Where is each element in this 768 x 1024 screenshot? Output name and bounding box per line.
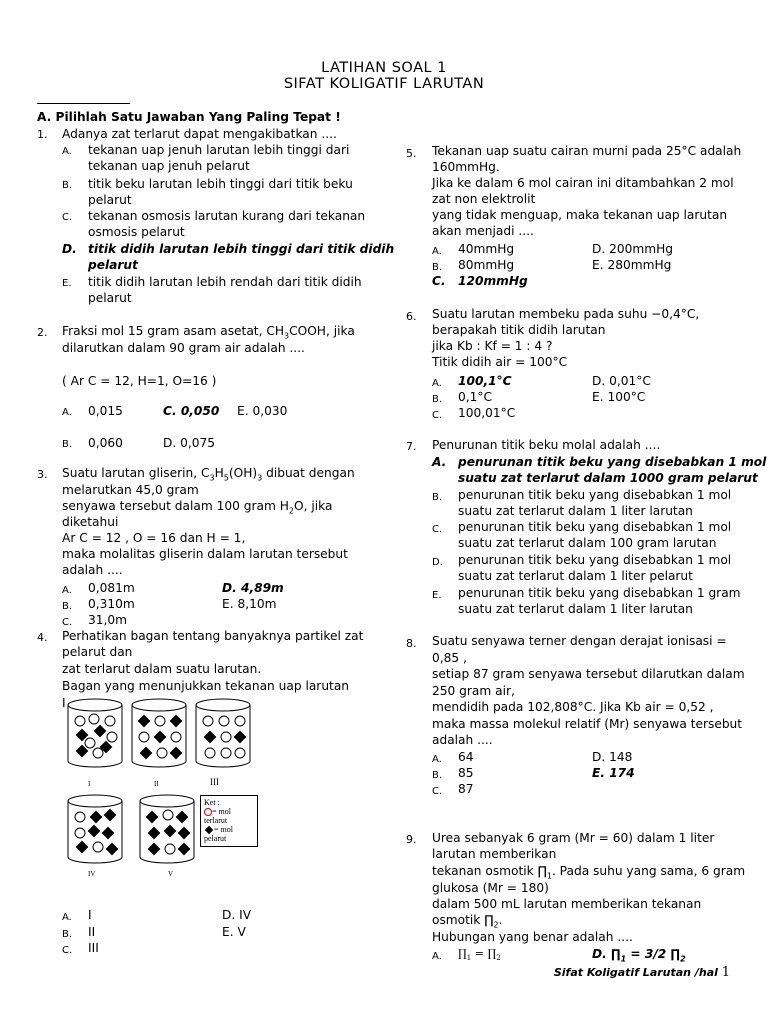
option-text: titik beku larutan lebih tinggi dari titik beku bbox=[88, 177, 353, 191]
q-text: mendidih pada 102,808°C. Jika Kb air = 0,52 , bbox=[432, 700, 714, 714]
q-text: 250 gram air, bbox=[432, 684, 515, 698]
option-label: A. bbox=[62, 407, 72, 418]
q-text: Adanya zat terlarut dapat mengakibatkan .... bbox=[62, 127, 337, 141]
q-text: akan menjadi .... bbox=[432, 224, 534, 238]
option-text: pelarut bbox=[88, 193, 132, 207]
legend-title: Ket : bbox=[204, 798, 220, 807]
option-label: C. bbox=[432, 786, 443, 797]
q-text: tekanan osmotik $\prod_1$. Pada suhu yang sama, 6 gram bbox=[432, 864, 746, 881]
q-text: adalah .... bbox=[432, 733, 493, 747]
option-text: E. 8,10m bbox=[222, 597, 277, 611]
q-text: Urea sebanyak 6 gram (Mr = 60) dalam 1 liter bbox=[432, 831, 715, 845]
title-line1: LATIHAN SOAL 1 bbox=[321, 60, 447, 76]
section-heading: A. Pilihlah Satu Jawaban Yang Paling Tepat ! bbox=[37, 110, 341, 124]
q-text: dalam 500 mL larutan memberikan tekanan bbox=[432, 897, 702, 911]
option-text: 0,015 bbox=[88, 404, 123, 418]
option-text: 85 bbox=[458, 766, 474, 780]
q-text: berapakah titik didih larutan bbox=[432, 323, 606, 337]
q-text: 0,85 , bbox=[432, 651, 467, 665]
option-text: D. 148 bbox=[592, 750, 633, 764]
cylinder-2 bbox=[132, 699, 186, 767]
legend-box: Ket : = mol terlarut = mol pelarut bbox=[200, 795, 258, 847]
q-number: 8. bbox=[406, 637, 417, 650]
q-number: 2. bbox=[37, 326, 48, 339]
option-text-answer: titik didih larutan lebih tinggi dari titik didih bbox=[88, 242, 395, 256]
q-text: jika Kb : Kf = 1 : 4 ? bbox=[432, 339, 553, 353]
q-number: 4. bbox=[37, 631, 48, 644]
q-number: 7. bbox=[406, 440, 417, 453]
q-text: I bbox=[62, 696, 66, 710]
option-text-answer: C. 0,050 bbox=[163, 404, 220, 418]
option-label: C. bbox=[62, 212, 73, 223]
page-footer: Sifat Koligatif Larutan /hal 1 bbox=[553, 965, 730, 980]
cylinder-3 bbox=[196, 699, 250, 767]
option-text: penurunan titik beku yang disebabkan 1 mol bbox=[458, 488, 732, 502]
q-text: Jika ke dalam 6 mol cairan ini ditambahkan 2 mol bbox=[432, 176, 734, 190]
option-text-answer: penurunan titik beku yang disebabkan 1 mol bbox=[458, 455, 767, 469]
option-label: A. bbox=[62, 585, 72, 596]
option-text-answer: D. 4,89m bbox=[222, 581, 284, 595]
q-text: ( Ar C = 12, H=1, O=16 ) bbox=[62, 374, 217, 388]
option-text: osmosis pelarut bbox=[88, 225, 185, 239]
option-text: suatu zat terlarut dalam 1 liter pelarut bbox=[458, 569, 693, 583]
cylinder-5 bbox=[140, 795, 194, 863]
q-number: 3. bbox=[37, 468, 48, 481]
q-text: diketahui bbox=[62, 515, 119, 529]
option-text-answer: 100,1°C bbox=[458, 374, 512, 388]
option-label-answer: D. bbox=[62, 242, 77, 256]
q-text: Tekanan uap suatu cairan murni pada 25°C adalah bbox=[432, 144, 742, 158]
hollow-circle-icon bbox=[204, 808, 212, 816]
q-text: Penurunan titik beku molal adalah .... bbox=[432, 438, 661, 452]
option-label: C. bbox=[432, 410, 443, 421]
option-text: 0,060 bbox=[88, 436, 123, 450]
q-text: Suatu larutan membeku pada suhu −0,4°C, bbox=[432, 307, 700, 321]
option-text: suatu zat terlarut dalam 100 gram larutan bbox=[458, 536, 717, 550]
option-label: C. bbox=[62, 945, 73, 956]
divider bbox=[37, 103, 130, 104]
option-text: E. 280mmHg bbox=[592, 258, 672, 272]
title-line2: SIFAT KOLIGATIF LARUTAN bbox=[283, 76, 485, 92]
option-text-answer: 120mmHg bbox=[458, 274, 528, 288]
q-text: Titik didih air = 100°C bbox=[432, 355, 568, 369]
option-text: penurunan titik beku yang disebabkan 1 mol bbox=[458, 520, 732, 534]
q-text: Perhatikan bagan tentang banyaknya partikel zat bbox=[62, 629, 364, 643]
option-text: pelarut bbox=[88, 291, 132, 305]
option-text: tekanan uap jenuh pelarut bbox=[88, 159, 250, 173]
option-text: penurunan titik beku yang disebabkan 1 mol bbox=[458, 553, 732, 567]
option-text: 31,0m bbox=[88, 613, 128, 627]
q-text: larutan memberikan bbox=[432, 847, 557, 861]
option-text: E. 0,030 bbox=[237, 404, 288, 418]
option-text: D. IV bbox=[222, 908, 252, 922]
option-label: B. bbox=[432, 262, 443, 273]
q-text: dilarutkan dalam 90 gram air adalah .... bbox=[62, 341, 305, 355]
q-text: Ar C = 12 , O = 16 dan H = 1, bbox=[62, 531, 246, 545]
q-number: 1. bbox=[37, 128, 48, 141]
page-number: 1 bbox=[721, 965, 730, 980]
q-number: 9. bbox=[406, 833, 417, 846]
option-text: tekanan osmosis larutan kurang dari tekanan bbox=[88, 209, 366, 223]
particle-diagram bbox=[60, 695, 270, 880]
q-text: zat terlarut dalam suatu larutan. bbox=[62, 662, 262, 676]
option-text: 0,081m bbox=[88, 581, 135, 595]
option-label: A. bbox=[432, 754, 442, 765]
option-label-answer: C. bbox=[432, 274, 446, 288]
option-text-answer: pelarut bbox=[88, 258, 138, 272]
q-text: maka massa molekul relatif (Mr) senyawa tersebut bbox=[432, 717, 743, 731]
option-text: 64 bbox=[458, 750, 474, 764]
q-text: 160mmHg. bbox=[432, 160, 500, 174]
option-label: E. bbox=[62, 278, 72, 289]
option-label: A. bbox=[432, 246, 442, 257]
option-text: suatu zat terlarut dalam 1 liter larutan bbox=[458, 504, 693, 518]
q-text: melarutkan 45,0 gram bbox=[62, 483, 199, 497]
option-text: 80mmHg bbox=[458, 258, 515, 272]
q-text: osmotik $\prod_2$. bbox=[432, 913, 503, 930]
option-label: A. bbox=[62, 912, 72, 923]
option-text: E. V bbox=[222, 925, 246, 939]
cyl-label: V bbox=[168, 870, 174, 878]
option-text: I bbox=[88, 908, 92, 922]
option-text: suatu zat terlarut dalam 1 liter larutan bbox=[458, 602, 693, 616]
q-text: setiap 87 gram senyawa tersebut dilarutkan dalam bbox=[432, 667, 745, 681]
option-text: tekanan uap jenuh larutan lebih tinggi dari bbox=[88, 143, 350, 157]
option-text: 0,310m bbox=[88, 597, 135, 611]
option-label: A. bbox=[432, 951, 442, 962]
option-text-answer: D. $\prod_1 = 3/2$ $\prod_2$ bbox=[592, 947, 686, 964]
cyl-label: I bbox=[88, 780, 91, 788]
option-label: E. bbox=[432, 590, 442, 601]
q-number: 6. bbox=[406, 310, 417, 323]
option-label: B. bbox=[62, 601, 73, 612]
option-text: 100,01°C bbox=[458, 406, 516, 420]
option-text-answer: suatu zat terlarut dalam 1000 gram pelarut bbox=[458, 471, 758, 485]
q-text: Fraksi mol 15 gram asam asetat, $CH_3COOH$, jika bbox=[62, 324, 355, 341]
q-text: pelarut dan bbox=[62, 645, 133, 659]
option-text: D. 200mmHg bbox=[592, 242, 674, 256]
option-label: B. bbox=[62, 929, 73, 940]
option-text-answer: E. 174 bbox=[592, 766, 635, 780]
option-label: A. bbox=[62, 146, 72, 157]
option-label: B. bbox=[432, 492, 443, 503]
option-label-answer: A. bbox=[432, 455, 447, 469]
option-text: 87 bbox=[458, 782, 474, 796]
option-text: III bbox=[88, 941, 99, 955]
option-text: II bbox=[88, 925, 96, 939]
option-label: B. bbox=[62, 439, 73, 450]
q-text: Bagan yang menunjukkan tekanan uap larutan bbox=[62, 679, 350, 693]
option-text: titik didih larutan lebih rendah dari titik didih bbox=[88, 275, 362, 289]
q-text: yang tidak menguap, maka tekanan uap larutan bbox=[432, 208, 728, 222]
option-label: B. bbox=[432, 770, 443, 781]
q-text: adalah .... bbox=[62, 563, 123, 577]
q-text: senyawa tersebut dalam 100 gram $H_2O$, jika bbox=[62, 499, 333, 516]
option-text: 0,1°C bbox=[458, 390, 492, 404]
cylinder-4 bbox=[68, 795, 122, 863]
option-text: penurunan titik beku yang disebabkan 1 gram bbox=[458, 586, 741, 600]
option-label: C. bbox=[62, 617, 73, 628]
cyl-label: IV bbox=[88, 870, 96, 878]
option-text: D. 0,075 bbox=[163, 436, 216, 450]
cyl-label: III bbox=[210, 777, 219, 787]
option-text: D. 0,01°C bbox=[592, 374, 651, 388]
q-text: maka molalitas gliserin dalam larutan tersebut bbox=[62, 547, 348, 561]
option-text: $\prod_1$ = $\prod_2$ bbox=[458, 947, 501, 963]
q-number: 5. bbox=[406, 147, 417, 160]
q-text: Suatu larutan gliserin, $C_3H_5(OH)_3$ dibuat dengan bbox=[62, 466, 355, 483]
option-label: B. bbox=[432, 394, 443, 405]
cyl-label: II bbox=[154, 780, 159, 788]
cylinder-1 bbox=[68, 699, 122, 767]
option-label: B. bbox=[62, 180, 73, 191]
option-text: E. 100°C bbox=[592, 390, 646, 404]
q-text: Suatu senyawa terner dengan derajat ionisasi = bbox=[432, 634, 727, 648]
option-text: 40mmHg bbox=[458, 242, 515, 256]
q-text: glukosa (Mr = 180) bbox=[432, 881, 549, 895]
option-label: C. bbox=[432, 524, 443, 535]
q-text: Hubungan yang benar adalah .... bbox=[432, 930, 633, 944]
q-text: zat non elektrolit bbox=[432, 192, 536, 206]
option-label: A. bbox=[432, 378, 442, 389]
option-label: D. bbox=[432, 557, 443, 568]
